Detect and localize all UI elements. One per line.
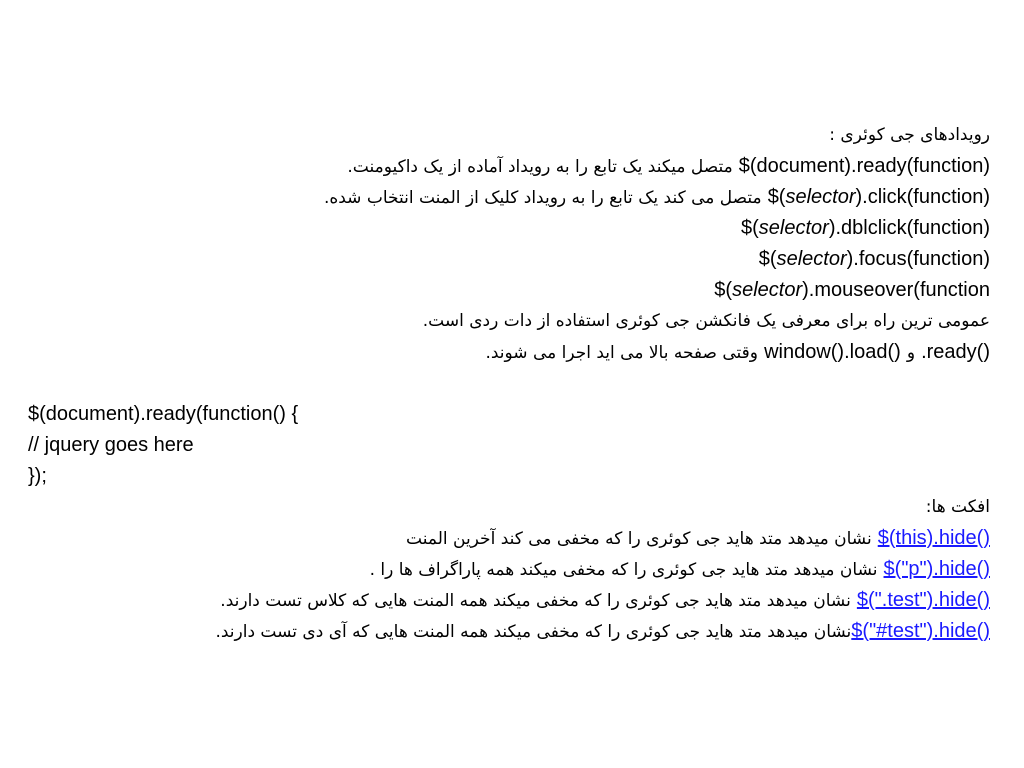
focus-code: [759, 248, 990, 270]
click-code-prefix: $(: [767, 186, 786, 208]
ready-load-line: [28, 337, 990, 368]
code-line-1: $(document).ready(function() {: [28, 403, 299, 425]
dblclick-code-suffix: ).dblclick(function): [828, 217, 990, 239]
ready-description: متصل میکند یک تابع را به رویداد آماده از یک داکیومنت.: [347, 157, 733, 177]
effect-code-link[interactable]: $(this).hide(): [877, 527, 990, 549]
load-description: وقتی صفحه بالا می اید اجرا می شوند.: [485, 343, 759, 363]
ready-code: $(document).ready(function): [738, 155, 990, 177]
effect-description: نشان میدهد متد هاید جی کوئری را که مخفی میکند همه المنت هایی که آی دی تست دارند.: [215, 622, 852, 642]
effect-description: نشان میدهد متد هاید جی کوئری را که مخفی میکند همه المنت هایی که کلاس تست دارند.: [220, 591, 851, 611]
code-line-3: });: [28, 465, 47, 487]
load-function: window().load(): [764, 341, 901, 363]
click-description: متصل می کند یک تابع را به رویداد کلیک از المنت انتخاب شده.: [323, 188, 762, 208]
effect-item: [28, 585, 990, 616]
effect-description: نشان میدهد متد هاید جی کوئری را که مخفی میکند همه پاراگراف ها را .: [369, 560, 878, 580]
effects-heading: افکت ها:: [925, 497, 990, 517]
focus-code-prefix: $(: [758, 248, 777, 270]
effect-item: [28, 616, 990, 647]
mouseover-code: [714, 279, 990, 301]
and-word: و: [906, 343, 916, 363]
blank-line: [28, 368, 990, 399]
focus-line: [28, 244, 990, 275]
focus-code-suffix: ).focus(function): [846, 248, 990, 270]
common-description: عمومی ترین راه برای معرفی یک فانکشن جی کوئری استفاده از دات ردی است.: [422, 311, 990, 331]
dblclick-code-prefix: $(: [741, 217, 759, 239]
events-heading: رویدادهای جی کوئری :: [829, 125, 990, 145]
ready-function: .ready(): [921, 341, 990, 363]
effect-description: نشان میدهد متد هاید جی کوئری را که مخفی می کند آخرین المنت: [406, 529, 872, 549]
dblclick-line: [28, 213, 990, 244]
dblclick-code: [741, 217, 990, 239]
effect-code-link[interactable]: $("#test").hide(): [851, 620, 990, 642]
mouseover-code-prefix: $(: [714, 279, 733, 301]
effect-item: [28, 554, 990, 585]
effect-item: [28, 523, 990, 554]
effect-code-link[interactable]: $("p").hide(): [883, 558, 990, 580]
dblclick-selector: selector: [758, 217, 829, 239]
mouseover-line: [28, 275, 990, 306]
click-line: [28, 182, 990, 213]
focus-selector: selector: [776, 248, 847, 270]
code-comment-line: // jquery goes here: [28, 434, 194, 456]
mouseover-selector: selector: [732, 279, 803, 301]
mouseover-code-suffix: ).mouseover(function: [802, 279, 990, 301]
effect-code-link[interactable]: $(".test").hide(): [856, 589, 990, 611]
ready-line: [28, 151, 990, 182]
click-selector: selector: [785, 186, 856, 208]
click-code-suffix: ).click(function): [855, 186, 990, 208]
slide-content: [28, 120, 990, 647]
click-code: [768, 186, 990, 208]
